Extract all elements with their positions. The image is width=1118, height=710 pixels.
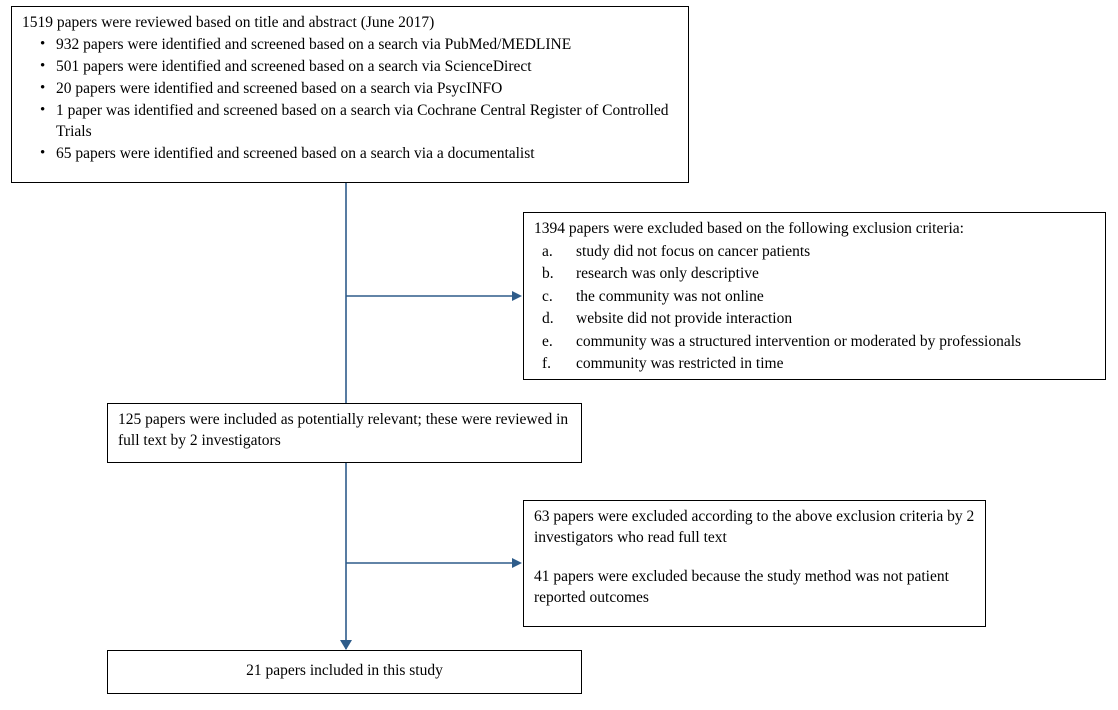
list-item: study did not focus on cancer patients: [576, 242, 811, 260]
list-item: • 65 papers were identified and screened based on a search via a documentalist: [40, 144, 678, 165]
node-final-included: [107, 650, 582, 694]
node-excluded-second-round: [523, 500, 986, 627]
list-item: • 20 papers were identified and screened based on a search via PsycINFO: [40, 79, 678, 100]
list-item: community was a structured intervention or moderated by professionals: [576, 332, 1022, 350]
node-included-potentially-relevant: [107, 403, 582, 463]
node-excluded-second-round-paragraph-2: 41 papers were excluded because the study method was not patient reported outcomes: [534, 567, 949, 606]
node-screened-title: 1519 papers were reviewed based on title and abstract (June 2017): [22, 14, 435, 31]
node-excluded-first-round-title: 1394 papers were excluded based on the following exclusion criteria:: [534, 220, 964, 237]
exclusion-criteria-list: [534, 242, 1095, 375]
list-item: • 1 paper was identified and screened based on a search via Cochrane Central Register of Controlled Trials: [40, 101, 678, 143]
list-item: research was only descriptive: [576, 265, 759, 283]
node-screened: [11, 6, 689, 183]
node-final-text: 21 papers included in this study: [246, 662, 443, 679]
node-screened-bullets: [22, 35, 678, 165]
node-excluded-first-round: [523, 212, 1106, 380]
list-item: • 932 papers were identified and screened based on a search via PubMed/MEDLINE: [40, 35, 678, 56]
list-item: website did not provide interaction: [576, 310, 793, 328]
list-item: community was restricted in time: [576, 355, 784, 373]
list-item: • 501 papers were identified and screened based on a search via ScienceDirect: [40, 57, 678, 78]
node-excluded-second-round-paragraph-1: 63 papers were excluded according to the above exclusion criteria by 2 investigators who read full text: [534, 508, 975, 546]
list-item: the community was not online: [576, 287, 764, 305]
node-included-text: 125 papers were included as potentially relevant; these were reviewed in full text by 2 investigators: [118, 411, 569, 449]
